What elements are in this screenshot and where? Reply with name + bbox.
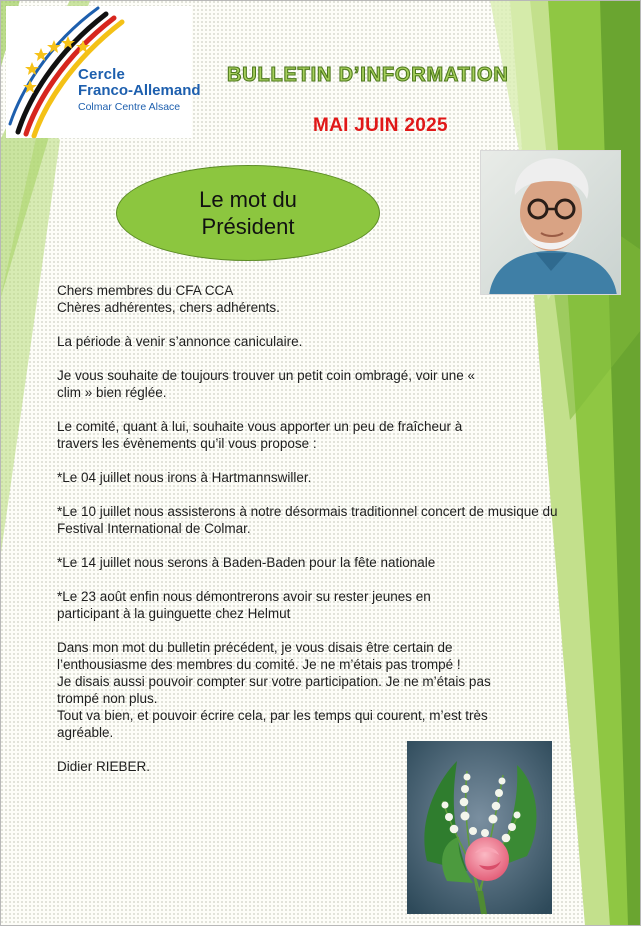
signature: Didier RIEBER. xyxy=(57,759,151,774)
greeting-line-2: Chères adhérentes, chers adhérents. xyxy=(57,300,280,315)
logo-text-cercle: Cercle xyxy=(78,66,126,83)
paragraph-heat: La période à venir s’annonce caniculaire. xyxy=(57,334,303,349)
closing-paragraph-1: Dans mon mot du bulletin précédent, je vous disais être certain de l’enthousiasme des membres du comité. Je ne m’étais pas trompé ! xyxy=(57,640,461,672)
president-portrait-photo xyxy=(480,150,621,295)
paragraph-wish: Je vous souhaite de toujours trouver un petit coin ombragé, voir une « clim » bien réglée. xyxy=(57,368,475,400)
heading-oval xyxy=(116,165,380,261)
logo-text-franco-allemand: Franco-Allemand xyxy=(78,82,201,99)
logo-text-colmar: Colmar Centre Alsace xyxy=(78,101,181,113)
event-1: *Le 04 juillet nous irons à Hartmannswiller. xyxy=(57,470,312,485)
event-3: *Le 14 juillet nous serons à Baden-Baden pour la fête nationale xyxy=(57,555,436,570)
greeting-line-1: Chers membres du CFA CCA xyxy=(57,283,234,298)
lily-of-the-valley-bouquet-photo xyxy=(407,741,552,914)
event-4: *Le 23 août enfin nous démontrerons avoir su rester jeunes en participant à la guinguette chez Helmut xyxy=(57,589,431,621)
bulletin-title: BULLETIN D’INFORMATION xyxy=(227,64,509,86)
paragraph-committee: Le comité, quant à lui, souhaite vous apporter un peu de fraîcheur à travers les évènements qu’il vous propose : xyxy=(57,419,463,451)
cfa-logo xyxy=(6,6,201,138)
president-letter xyxy=(57,282,597,792)
issue-date: MAI JUIN 2025 xyxy=(313,115,448,136)
heading-text: Le mot du Président xyxy=(199,187,297,239)
event-2: *Le 10 juillet nous assisterons à notre désormais traditionnel concert de musique du Festival International de Colmar. xyxy=(57,504,558,536)
closing-paragraph-2: Je disais aussi pouvoir compter sur votre participation. Je ne m’étais pas trompé non plus. xyxy=(57,674,491,706)
closing-paragraph-3: Tout va bien, et pouvoir écrire cela, par les temps qui courent, m’est très agréable. xyxy=(57,708,488,740)
